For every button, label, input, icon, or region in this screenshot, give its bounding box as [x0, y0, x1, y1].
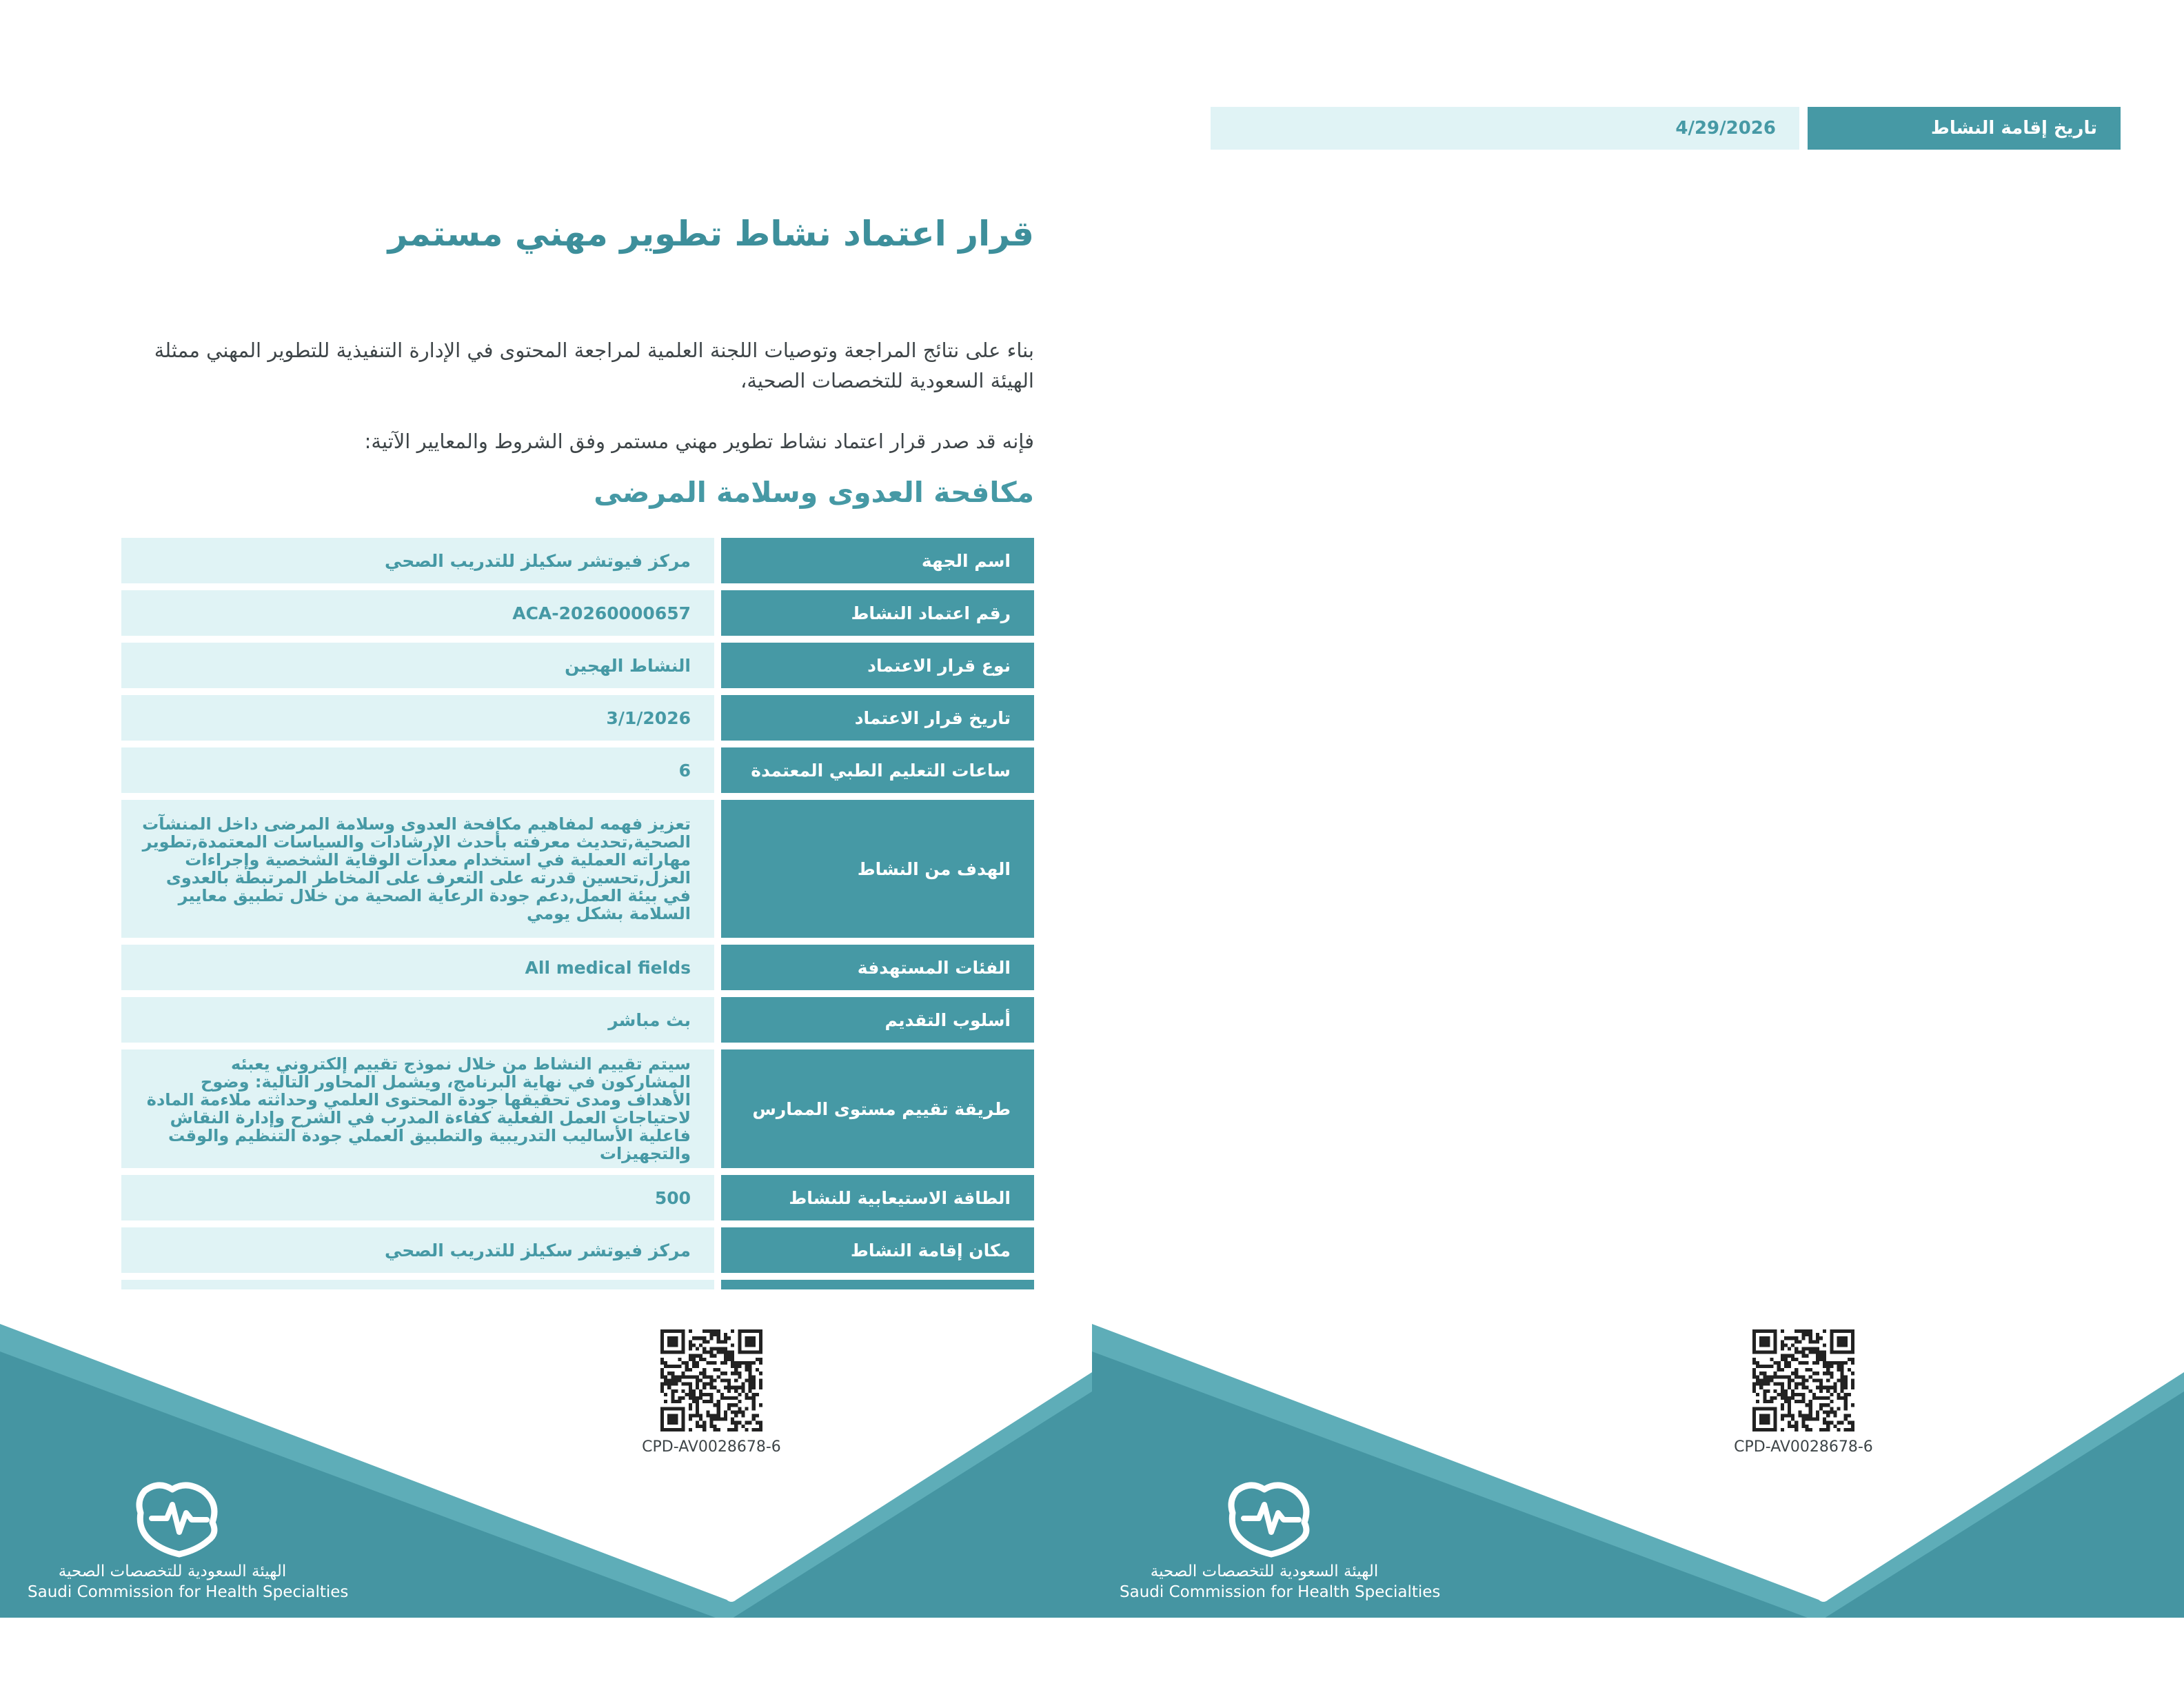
- row-label: أسلوب التقديم: [721, 997, 1034, 1043]
- row-label: الهدف من النشاط: [721, 800, 1034, 938]
- certificate-page-header: [1092, 0, 2184, 1688]
- row-label: [721, 1280, 1034, 1289]
- row-value: 500: [121, 1175, 714, 1220]
- row-label: اسم الجهة: [721, 538, 1034, 583]
- table-row: [121, 538, 1034, 583]
- table-row-continued: [121, 1280, 1034, 1289]
- row-value: All medical fields: [121, 945, 714, 990]
- table-row: [121, 997, 1034, 1043]
- row-label: الطاقة الاستيعابية للنشاط: [721, 1175, 1034, 1220]
- row-label: نوع قرار الاعتماد: [721, 643, 1034, 688]
- table-row: [121, 1227, 1034, 1273]
- organization-name-english: Saudi Commission for Health Specialties: [1120, 1583, 1441, 1601]
- table-row: [121, 945, 1034, 990]
- page-title: قرار اعتماد نشاط تطوير مهني مستمر: [387, 214, 1034, 254]
- table-row: [121, 1175, 1034, 1220]
- activity-details-table: [121, 538, 1034, 1289]
- activity-date-header: [1211, 107, 2121, 150]
- row-value: مركز فيوتشر سكيلز للتدريب الصحي: [121, 1227, 714, 1273]
- scfhs-logo-icon: [131, 1477, 228, 1560]
- certificate-code: CPD-AV0028678-6: [1734, 1438, 1873, 1456]
- scfhs-logo-icon: [1223, 1477, 1320, 1560]
- row-label: تاريخ قرار الاعتماد: [721, 695, 1034, 741]
- row-value: بث مباشر: [121, 997, 714, 1043]
- row-value: [121, 1280, 714, 1289]
- row-label: مكان إقامة النشاط: [721, 1227, 1034, 1273]
- activity-date-label: تاريخ إقامة النشاط: [1808, 107, 2121, 150]
- row-value: ACA-20260000657: [121, 590, 714, 636]
- row-value: 3/1/2026: [121, 695, 714, 741]
- row-value: مركز فيوتشر سكيلز للتدريب الصحي: [121, 538, 714, 583]
- row-label: طريقة تقييم مستوى الممارس: [721, 1049, 1034, 1168]
- table-row: [121, 1049, 1034, 1168]
- table-row: [121, 643, 1034, 688]
- table-row: [121, 747, 1034, 793]
- row-value: تعزيز فهمه لمفاهيم مكافحة العدوى وسلامة المرضى داخل المنشآت الصحية,تحديث معرفته بأحدث الإرشادات والسياسات المعتمدة,تطوير مهاراته العملية في استخدام معدات الوقاية الشخصية وإجراءات العزل,تحسين قدرته على التعرف على المخاطر المرتبطة بالعدوى في بيئة العمل,دعم جودة الرعاية الصحية من خلال تطبيق معايير السلامة بشكل يومي: [121, 800, 714, 938]
- certificate-code: CPD-AV0028678-6: [642, 1438, 781, 1456]
- row-value: 6: [121, 747, 714, 793]
- qr-code-icon: [1752, 1329, 1854, 1431]
- activity-date-value: 4/29/2026: [1211, 107, 1799, 150]
- row-value: النشاط الهجين: [121, 643, 714, 688]
- table-row: [121, 800, 1034, 938]
- row-label: الفئات المستهدفة: [721, 945, 1034, 990]
- decision-statement: فإنه قد صدر قرار اعتماد نشاط تطوير مهني مستمر وفق الشروط والمعايير الآتية:: [364, 430, 1034, 453]
- row-value: سيتم تقييم النشاط من خلال نموذج تقييم إلكتروني يعبئه المشاركون في نهاية البرنامج، ويشمل المحاور التالية: وضوح الأهداف ومدى تحقيقها جودة المحتوى العلمي وحداثته ملاءمة المادة لاحتياجات العمل الفعلية كفاءة المدرب في الشرح وإدارة النقاش فاعلية الأساليب التدريبية والتطبيق العملي جودة التنظيم والوقت والتجهيزات: [121, 1049, 714, 1168]
- table-row: [121, 590, 1034, 636]
- intro-paragraph: بناء على نتائج المراجعة وتوصيات اللجنة العلمية لمراجعة المحتوى في الإدارة التنفيذية للتطوير المهني ممثلة الهيئة السعودية للتخصصات الصحية،: [154, 339, 1034, 392]
- qr-code-icon: [660, 1329, 762, 1431]
- organization-name-arabic: الهيئة السعودية للتخصصات الصحية: [58, 1563, 287, 1580]
- activity-name: مكافحة العدوى وسلامة المرضى: [594, 476, 1034, 509]
- row-label: رقم اعتماد النشاط: [721, 590, 1034, 636]
- table-row: [121, 695, 1034, 741]
- row-label: ساعات التعليم الطبي المعتمدة: [721, 747, 1034, 793]
- organization-name-english: Saudi Commission for Health Specialties: [28, 1583, 349, 1601]
- organization-name-arabic: الهيئة السعودية للتخصصات الصحية: [1150, 1563, 1379, 1580]
